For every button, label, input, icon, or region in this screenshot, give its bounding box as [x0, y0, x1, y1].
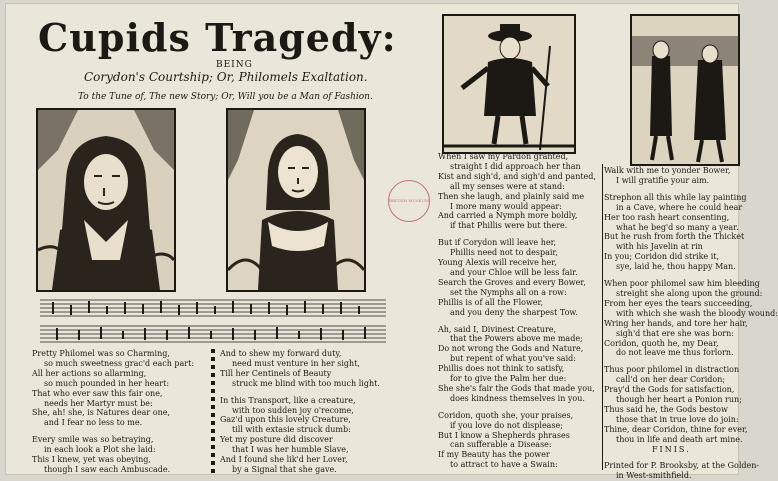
- verse-line: in a Cave, where he could hear: [616, 202, 743, 212]
- verse-column-fourth: [604, 166, 778, 481]
- ornament-dot: [211, 381, 215, 385]
- verse-line: Wring her hands, and tore her hair,: [604, 318, 748, 328]
- verse-line: And to shew my forward duty,: [220, 349, 342, 358]
- verse-line: set the Nymphs all on a row:: [450, 287, 567, 297]
- verse-column-third: [438, 152, 598, 470]
- verse-line: Thine, dear Coridon, thine for ever,: [604, 424, 748, 434]
- column-divider-top: [602, 164, 603, 470]
- verse-line: thou in life and death art mine.: [616, 434, 743, 444]
- ornament-dot: [211, 413, 215, 417]
- verse-line: with too sudden joy o'recome,: [232, 405, 354, 415]
- verse-line: Search the Groves and every Bower,: [438, 277, 586, 287]
- verse-line: And I found she lik'd her Lover,: [220, 455, 348, 465]
- verse-line: Thus said he, the Gods bestow: [604, 404, 728, 414]
- verse-line: struck me blind with too much light.: [232, 378, 380, 388]
- music-notation: [40, 296, 386, 346]
- verse-line: But I know a Shepherds phrases: [438, 430, 570, 440]
- verse-line: Do not wrong the Gods and Nature,: [438, 344, 584, 354]
- tune-line: To the Tune of, The new Story; Or, Will you be a Man of Fashion.: [78, 92, 373, 102]
- verse-line: In this Transport, like a creature,: [220, 395, 356, 405]
- verse-line: so much sweetness grac'd each part:: [44, 358, 195, 368]
- verse-line: to attract to have a Swain:: [450, 460, 558, 470]
- verse-line: Pretty Philomel was so Charming,: [32, 349, 170, 358]
- verse-line: in each look a Plot she laid:: [44, 445, 156, 455]
- library-stamp: [388, 180, 430, 222]
- verse-line: those that in true love do join:: [616, 414, 739, 424]
- verse-line: Strephon all this while lay painting: [604, 192, 747, 202]
- verse-line: if that Phillis were but there.: [450, 221, 568, 231]
- verse-line: Thus poor philomel in distraction: [604, 365, 740, 375]
- man-portrait-image: [38, 110, 174, 290]
- verse-line: and your Chloe will be less fair.: [450, 267, 578, 277]
- ornament-dot: [211, 429, 215, 433]
- ornament-dot: [211, 461, 215, 465]
- verse-line: That who ever saw this fair one,: [32, 388, 163, 398]
- verse-line: Coridon, quoth she, your praises,: [438, 410, 574, 420]
- verse-line: This I knew, yet was obeying,: [32, 455, 151, 465]
- woodcut-man-portrait: [36, 108, 176, 292]
- verse-line: though I saw each Ambuscade.: [44, 464, 171, 474]
- verse-line: Phillis is of all the Flower,: [438, 297, 544, 307]
- verse-line: Till her Centinels of Beauty: [220, 368, 332, 378]
- stanza-gap: [604, 272, 736, 279]
- verse-line: Then she laugh, and plainly said me: [438, 191, 585, 201]
- ornament-dot: [211, 437, 215, 441]
- subtitle-being: BEING: [216, 60, 253, 70]
- verse-line: straight I did approach her than: [450, 161, 581, 171]
- verse-column-left: [32, 349, 208, 475]
- verse-line: Kist and sigh'd, and sigh'd and panted,: [438, 171, 596, 181]
- verse-line: what he beg'd so many a year.: [616, 222, 739, 232]
- ornament-dot: [211, 357, 215, 361]
- verse-line: Her too rash heart consenting,: [604, 212, 730, 222]
- verse-line: When I saw my Pardon granted,: [438, 152, 569, 161]
- ornament-dot: [211, 349, 215, 353]
- stanza-gap: [604, 358, 736, 365]
- verse-line: Walk with me to yonder Bower,: [604, 166, 731, 175]
- verse-line: When poor philomel saw him bleeding: [604, 279, 760, 289]
- verse-line: by a Signal that she gave.: [232, 464, 337, 474]
- ornament-divider: [209, 349, 217, 477]
- verse-line: but repent of what you've said:: [450, 354, 576, 364]
- woodcut-two-figures: [630, 14, 740, 166]
- verse-line: for to give the Palm her due:: [450, 374, 567, 384]
- verse-line: with which she wash the bloody wound:: [616, 308, 778, 318]
- verse-line: Gaz'd upon this lovely Creature,: [220, 415, 351, 425]
- two-figures-image: [632, 16, 738, 164]
- verse-line: all my senses were at stand:: [450, 181, 565, 191]
- broadside-sheet: [6, 4, 778, 481]
- verse-line: that the Powers above me made;: [450, 334, 583, 344]
- ornament-dot: [211, 421, 215, 425]
- verse-line: can sufferable a Disease:: [450, 440, 552, 450]
- library-stamp-text: BRITISH MUSEUM: [389, 198, 429, 203]
- verse-line: till with extasie struck dumb:: [232, 425, 351, 435]
- ornament-dot: [211, 389, 215, 393]
- verse-column-middle: [220, 349, 396, 475]
- verse-line: in West-smithfield.: [616, 471, 692, 481]
- verse-line: If my Beauty has the power: [438, 450, 550, 460]
- ballad-subtitle: Corydon's Courtship; Or, Philomels Exaltation.: [84, 70, 368, 84]
- ornament-dot: [211, 365, 215, 369]
- stanza-gap: [604, 186, 736, 193]
- ornament-dot: [211, 469, 215, 473]
- verse-line: with his Javelin at rin: [616, 242, 703, 252]
- verse-line: need must venture in her sight,: [232, 358, 360, 368]
- verse-line: if you love do not displease;: [450, 420, 563, 430]
- ornament-dot: [211, 397, 215, 401]
- verse-line: I more many would appear:: [450, 201, 562, 211]
- verse-line: sigh'd that ere she was born:: [616, 328, 734, 338]
- verse-line: and you deny the sharpest Tow.: [450, 307, 578, 317]
- verse-line: Pray'd the Gods for satisfaction,: [604, 385, 735, 395]
- ornament-dot: [211, 453, 215, 457]
- stanza-gap: [32, 428, 208, 435]
- woodcut-woman-portrait: [226, 108, 366, 292]
- verse-line: and I fear no less to me.: [44, 418, 143, 428]
- stanza-gap: [438, 404, 598, 411]
- verse-line: FINIS.: [652, 444, 691, 454]
- verse-line: needs her Martyr must be:: [44, 398, 153, 408]
- verse-line: I will gratifie your aim.: [616, 175, 710, 185]
- woman-portrait-image: [228, 110, 364, 290]
- verse-line: But if Corydon will leave her,: [438, 238, 557, 248]
- man-with-staff-image: [444, 16, 574, 152]
- ornament-dot: [211, 373, 215, 377]
- woodcut-man-with-staff: [442, 14, 576, 154]
- stanza-gap: [438, 318, 598, 325]
- verse-line: Coridon, quoth he, my Dear,: [604, 338, 719, 348]
- verse-line: She she's fair the Gods that made you,: [438, 383, 595, 393]
- verse-line: But he rush from forth the Thicket: [604, 232, 745, 242]
- verse-line: Yet my posture did discover: [220, 435, 333, 445]
- verse-line: sye, laid he, thou happy Man.: [616, 262, 736, 272]
- ornament-dot: [211, 445, 215, 449]
- verse-line: Ah, said I, Divinest Creature,: [438, 324, 557, 334]
- stanza-gap: [220, 389, 396, 396]
- verse-line: so much pounded in her heart:: [44, 378, 170, 388]
- stanza-gap: [604, 454, 736, 461]
- verse-line: In you; Coridon did strike it,: [604, 252, 720, 262]
- stanza-gap: [438, 231, 598, 238]
- verse-line: All her actions so allarming,: [32, 368, 147, 378]
- verse-line: Every smile was so betraying,: [32, 435, 154, 445]
- ballad-title: Cupids Tragedy:: [38, 15, 397, 60]
- verse-line: that I was her humble Slave,: [232, 445, 349, 455]
- verse-line: streight she along upon the ground:: [616, 288, 763, 298]
- verse-line: From her eyes the tears succeeding,: [604, 298, 753, 308]
- verse-line: And carried a Nymph more boldly,: [438, 211, 578, 221]
- verse-line: does kindness themselves in you.: [450, 393, 585, 403]
- ornament-dot: [211, 405, 215, 409]
- verse-line: do not leave me thus forlorn.: [616, 348, 734, 358]
- verse-line: Young Alexis will receive her,: [438, 258, 557, 268]
- verse-line: Phillis need not to despair,: [450, 248, 558, 258]
- verse-line: Phillis does not think to satisfy,: [438, 364, 565, 374]
- verse-line: She, ah! she, is Natures dear one,: [32, 408, 170, 418]
- verse-line: Printed for P. Brooksby, at the Golden-: [604, 461, 760, 471]
- verse-line: though her heart a Ponion run;: [616, 395, 742, 405]
- verse-line: call'd on her dear Coridon;: [616, 375, 726, 385]
